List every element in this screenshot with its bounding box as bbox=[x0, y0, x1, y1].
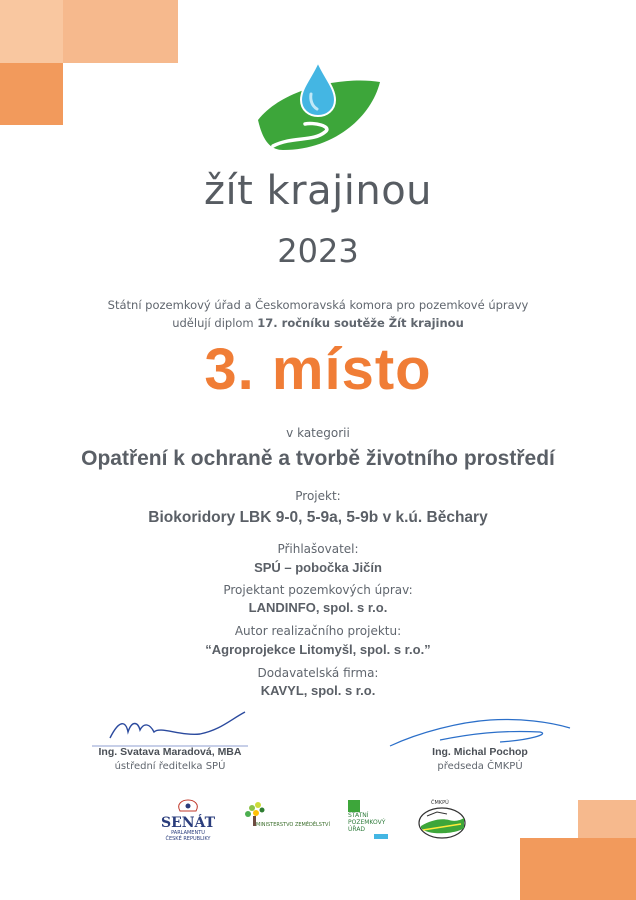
cmkpu-logo bbox=[417, 800, 467, 844]
applicant-value: SPÚ – pobočka Jičín bbox=[254, 560, 382, 575]
corner-decoration-left bbox=[0, 63, 63, 125]
award-place: 3. místo bbox=[204, 337, 432, 402]
corner-decoration-bottom-right-upper bbox=[578, 800, 636, 838]
leaf-drop-logo-icon bbox=[253, 58, 383, 158]
left-signature-scribble bbox=[80, 708, 260, 748]
spu-blue-bar bbox=[374, 834, 388, 839]
spu-line-1: STÁTNÍ bbox=[348, 812, 369, 819]
project-value: Biokoridory LBK 9-0, 5-9a, 5-9b v k.ú. Běchary bbox=[148, 509, 488, 526]
left-signature-role: ústřední ředitelka SPÚ bbox=[114, 761, 226, 772]
award-category: Opatření k ochraně a tvorbě životního prostředí bbox=[81, 447, 555, 470]
mz-logo bbox=[238, 800, 330, 828]
left-signature-block bbox=[80, 746, 260, 772]
spu-logo bbox=[348, 800, 398, 839]
intro-line-2-prefix: udělují diplom bbox=[172, 316, 254, 330]
corner-decoration-bottom-right bbox=[520, 838, 636, 900]
senat-sub-1: PARLAMENTU bbox=[171, 830, 205, 836]
author-value: “Agroprojekce Litomyšl, spol. s r.o.” bbox=[205, 642, 431, 657]
applicant-label: Přihlašovatel: bbox=[277, 542, 359, 556]
corner-decoration-top bbox=[63, 0, 178, 63]
author-label: Autor realizačního projektu: bbox=[234, 624, 402, 638]
senat-logo bbox=[158, 797, 218, 842]
corner-decoration-top-left bbox=[0, 0, 63, 63]
right-signature-name: Ing. Michal Pochop bbox=[432, 746, 528, 758]
left-signature-name: Ing. Svatava Maradová, MBA bbox=[98, 746, 242, 758]
senat-sub-2: ČESKÉ REPUBLIKY bbox=[165, 836, 211, 842]
designer-label: Projektant pozemkových úprav: bbox=[223, 583, 413, 597]
designer-value: LANDINFO, spol. s r.o. bbox=[248, 600, 388, 615]
intro-text bbox=[0, 296, 636, 332]
in-category-label: v kategorii bbox=[286, 426, 350, 440]
brand-title: žít krajinou bbox=[203, 168, 433, 214]
mz-name: MINISTERSTVO ZEMĚDĚLSTVÍ bbox=[256, 822, 330, 828]
cmkpu-name: ČMKPÚ bbox=[431, 800, 449, 806]
spu-square-icon bbox=[348, 800, 360, 812]
senat-name: SENÁT bbox=[160, 815, 216, 831]
intro-line-2-bold: 17. ročníku soutěže Žít krajinou bbox=[257, 316, 464, 330]
right-signature-block bbox=[380, 746, 580, 772]
spu-line-2: POZEMKOVÝ bbox=[348, 819, 386, 826]
intro-line-1: Státní pozemkový úřad a Českomoravská komora pro pozemkové úpravy bbox=[107, 298, 529, 312]
landscape-oval-icon bbox=[417, 806, 467, 840]
senat-emblem-icon bbox=[158, 798, 218, 812]
project-label: Projekt: bbox=[295, 489, 341, 503]
intro-line-2 bbox=[0, 314, 636, 332]
right-signature-role: předseda ČMKPÚ bbox=[437, 761, 523, 772]
brand-year: 2023 bbox=[277, 232, 359, 270]
spu-line-3: ÚŘAD bbox=[348, 826, 366, 833]
supplier-label: Dodavatelská firma: bbox=[257, 666, 379, 680]
supplier-value: KAVYL, spol. s r.o. bbox=[260, 683, 376, 698]
